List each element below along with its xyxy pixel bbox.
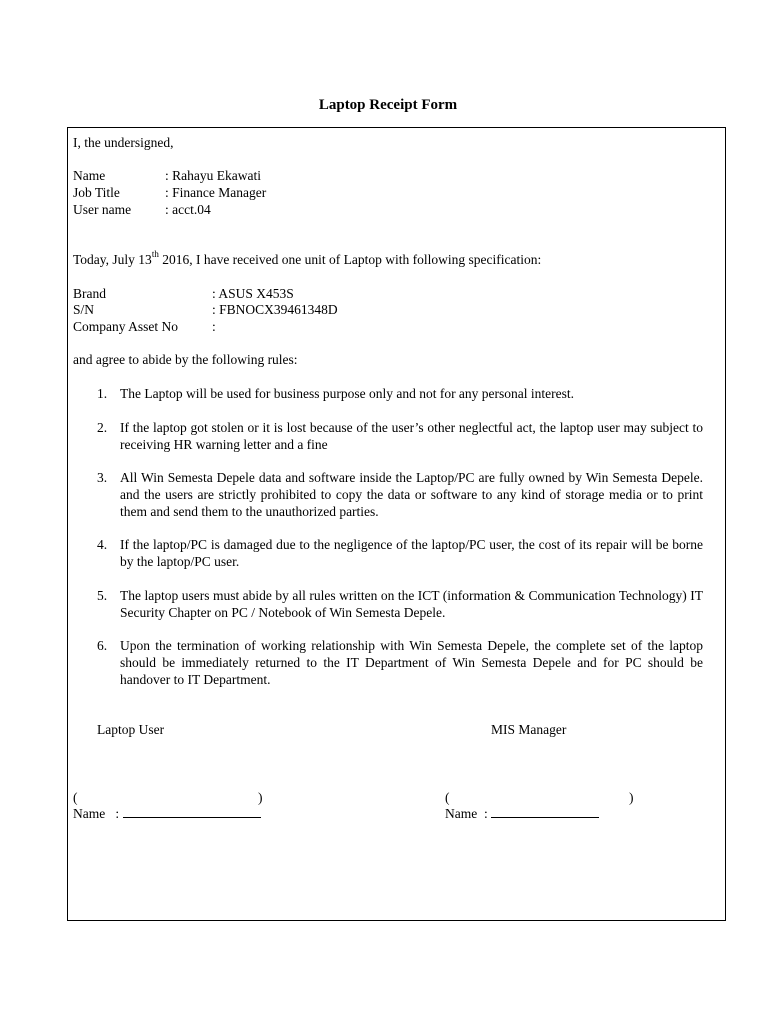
statement-date: Today, July 13	[73, 252, 152, 267]
laptop-user-role: Laptop User	[97, 722, 165, 737]
rule-text: All Win Semesta Depele data and software inside the Laptop/PC are fully owned by Win Semesta Depele. and the users are strictly prohibited to copy the data or software to any kind of storage media or to print them and send them to the unauthorized parties.	[120, 470, 703, 519]
statement-sup: th	[151, 248, 159, 259]
name-label: Name	[73, 806, 106, 821]
rule-text: The Laptop will be used for business purpose only and not for any personal interest.	[120, 386, 575, 401]
name-label: Name	[73, 168, 106, 183]
right-close-paren: )	[629, 790, 634, 805]
brand-value: : ASUS X453S	[212, 286, 294, 301]
rule-number: 3.	[97, 470, 108, 485]
left-signature-name	[73, 805, 261, 822]
name-label: Name	[445, 806, 478, 821]
form-frame	[67, 127, 726, 921]
user-name-value: : acct.04	[165, 202, 211, 217]
mis-manager-role: MIS Manager	[491, 722, 567, 737]
signature-line[interactable]	[123, 805, 261, 818]
right-signature-name	[445, 805, 599, 822]
agree-text: and agree to abide by the following rules:	[73, 352, 298, 367]
rule-number: 5.	[97, 588, 108, 603]
asset-value: :	[212, 319, 216, 334]
name-colon: :	[115, 806, 120, 821]
job-title-label: Job Title	[73, 185, 120, 200]
left-open-paren: (	[73, 790, 78, 805]
sn-label: S/N	[73, 302, 95, 317]
rule-text: If the laptop got stolen or it is lost because of the user’s other neglectful act, the laptop user may subject to receiving HR warning letter and a fine	[120, 420, 703, 452]
job-title-value: : Finance Manager	[165, 185, 267, 200]
asset-label: Company Asset No	[73, 319, 179, 334]
left-close-paren: )	[258, 790, 263, 805]
rule-number: 6.	[97, 638, 108, 653]
rule-text: The laptop users must abide by all rules written on the ICT (information & Communication Technology) IT Security Chapter on PC / Notebook of Win Semesta Depele.	[120, 588, 703, 620]
user-name-label: User name	[73, 202, 132, 217]
sn-value: : FBNOCX39461348D	[212, 302, 338, 317]
intro-text: I, the undersigned,	[73, 135, 174, 150]
brand-label: Brand	[73, 286, 106, 301]
form-title: Laptop Receipt Form	[318, 97, 458, 113]
right-open-paren: (	[445, 790, 450, 805]
rule-number: 4.	[97, 537, 108, 552]
rule-number: 1.	[97, 386, 108, 401]
rule-text: Upon the termination of working relationship with Win Semesta Depele, the complete set of the laptop should be immediately returned to the IT Department of Win Semesta Depele and for PC should be handover to IT Department.	[120, 638, 703, 687]
receipt-statement	[73, 248, 542, 268]
statement-rest: 2016, I have received one unit of Laptop with following specification:	[158, 252, 542, 267]
signature-line[interactable]	[491, 805, 599, 818]
rule-number: 2.	[97, 420, 108, 435]
name-value: : Rahayu Ekawati	[165, 168, 261, 183]
rule-text: If the laptop/PC is damaged due to the negligence of the laptop/PC user, the cost of its repair will be borne by the laptop/PC user.	[120, 537, 703, 569]
name-colon: :	[483, 806, 488, 821]
